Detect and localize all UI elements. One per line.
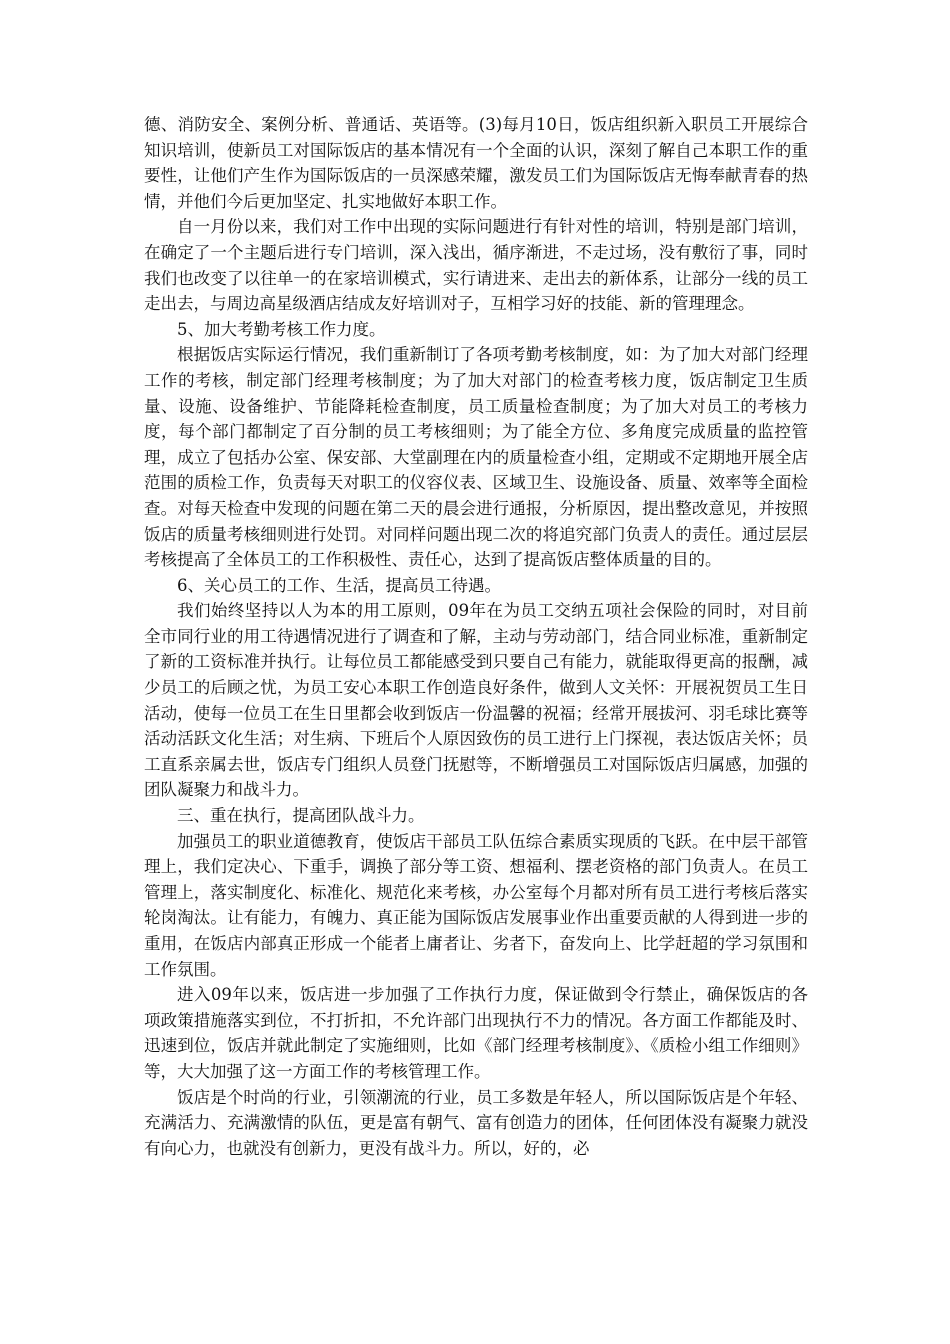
section-heading-3: 三、重在执行，提高团队战斗力。	[177, 806, 425, 826]
paragraph-ethics: 加强员工的职业道德教育，使饭店干部员工队伍综合素质实现质的飞跃。在中层干部管理上，我们定决心、下重手，调换了部分等工资、想福利、摆老资格的部门负责人。在员工管理上，落实制度化、标准化、规范化来考核，办公室每个月都对所有员工进行考核后落实轮岗淘汰。让有能力，有魄力、真正能为国际饭店发展事业作出重要贡献的人得到进一步的重用，在饭店内部真正形成一个能者上庸者让、劣者下，奋发向上、比学赶超的学习氛围和工作氛围。	[144, 831, 808, 979]
paragraph-continuation: 德、消防安全、案例分析、普通话、英语等。(3)每月10日，饭店组织新入职员工开展综合知识培训，使新员工对国际饭店的基本情况有一个全面的认识，深刻了解自己本职工作的重要性，让他们产生作为国际饭店的一员深感荣耀，激发员工们为国际饭店无悔奉献青春的热情，并他们今后更加坚定、扎实地做好本职工作。	[144, 115, 808, 211]
paragraph-execution: 进入09年以来，饭店进一步加强了工作执行力度，保证做到令行禁止，确保饭店的各项政策措施落实到位，不打折扣，不允许部门出现执行不力的情况。各方面工作都能及时、迅速到位，饭店并就此制定了实施细则，比如《部门经理考核制度》、《质检小组工作细则》等，大大加强了这一方面工作的考核管理工作。	[144, 985, 808, 1081]
paragraph-youth: 饭店是个时尚的行业，引领潮流的行业，员工多数是年轻人，所以国际饭店是个年轻、充满活力、充满激情的队伍，更是富有朝气、富有创造力的团体，任何团体没有凝聚力就没有向心力，也就没有创新力，更没有战斗力。所以，好的，必	[144, 1087, 808, 1158]
section-heading-6: 6、关心员工的工作、生活，提高员工待遇。	[177, 575, 501, 595]
section-heading-5: 5、加大考勤考核工作力度。	[177, 319, 386, 339]
document-page	[144, 112, 808, 1161]
paragraph-welfare: 我们始终坚持以人为本的用工原则，09年在为员工交纳五项社会保险的同时，对目前全市同行业的用工待遇情况进行了调查和了解，主动与劳动部门，结合同业标准，重新制定了新的工资标准并执行。让每位员工都能感受到只要自己有能力，就能取得更高的报酬，减少员工的后顾之忧，为员工安心本职工作创造良好条件，做到人文关怀：开展祝贺员工生日活动，使每一位员工在生日里都会收到饭店一份温馨的祝福；经常开展拔河、羽毛球比赛等活动活跃文化生活；对生病、下班后个人原因致伤的员工进行上门探视，表达饭店关怀；员工直系亲属去世，饭店专门组织人员登门抚慰等，不断增强员工对国际饭店归属感，加强的团队凝聚力和战斗力。	[144, 601, 808, 800]
paragraph-training: 自一月份以来，我们对工作中出现的实际问题进行有针对性的培训，特别是部门培训，在确定了一个主题后进行专门培训，深入浅出，循序渐进，不走过场，没有敷衍了事，同时我们也改变了以往单一的在家培训模式，实行请进来、走出去的新体系，让部分一线的员工走出去，与周边高星级酒店结成友好培训对子，互相学习好的技能、新的管理理念。	[144, 217, 808, 314]
paragraph-attendance: 根据饭店实际运行情况，我们重新制订了各项考勤考核制度，如：为了加大对部门经理工作的考核，制定部门经理考核制度；为了加大对部门的检查考核力度，饭店制定卫生质量、设施、设备维护、节能降耗检查制度，员工质量检查制度；为了加大对员工的考核力度，每个部门都制定了百分制的员工考核细则；为了能全方位、多角度完成质量的监控管理，成立了包括办公室、保安部、大堂副理在内的质量检查小组，定期或不定期地开展全店范围的质检工作，负责每天对职工的仪容仪表、区域卫生、设施设备、质量、效率等全面检查。对每天检查中发现的问题在第二天的晨会进行通报，分析原因，提出整改意见，并按照饭店的质量考核细则进行处罚。对同样问题出现二次的将追究部门负责人的责任。通过层层考核提高了全体员工的工作积极性、责任心，达到了提高饭店整体质量的目的。	[144, 345, 808, 570]
